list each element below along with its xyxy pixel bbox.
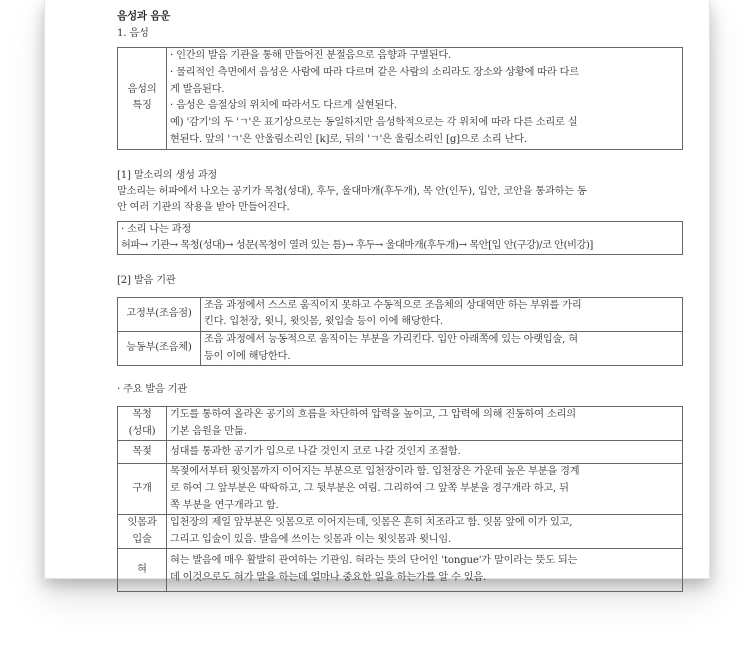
feature-line: · 물리적인 측면에서 음성은 사람에 따라 다르며 같은 사람의 소리라도 장소와 상황에 따라 다르	[170, 66, 579, 78]
main-organ-label-line: 구개	[132, 482, 152, 494]
subsection-heading: [2] 발음 기관	[117, 274, 176, 286]
organ-desc	[201, 331, 683, 365]
main-organ-label-line: 혀	[137, 563, 147, 575]
main-organ-label-line: 잇몸과	[127, 517, 157, 529]
document-title: 음성과 음운	[117, 10, 171, 22]
main-organ-label	[118, 464, 167, 515]
table-row	[118, 515, 683, 549]
feature-label-line: 특징	[132, 100, 152, 112]
section-heading: 1. 음성	[117, 28, 149, 39]
articulation-table	[117, 297, 683, 366]
main-organ-desc	[167, 441, 683, 464]
main-organ-desc-line: 쪽 부분을 연구개라고 함.	[170, 499, 279, 511]
feature-line: 예) '감기'의 두 'ㄱ'은 표기상으로는 동일하지만 음성학적으로는 각 위치에 따라 다른 소리로 실	[170, 117, 578, 129]
document-content	[117, 8, 683, 592]
process-table	[117, 221, 683, 255]
table-row	[118, 407, 683, 441]
feature-line: · 인간의 발음 기관을 통해 만들어진 분절음으로 음향과 구별된다.	[170, 50, 452, 61]
body-line: 말소리는 허파에서 나오는 공기가 목청(성대), 후두, 울대마개(후두개), 목 안(인두), 입안, 코안을 통과하는 동	[117, 185, 587, 197]
organ-desc-line: 조음 과정에서 능동적으로 움직이는 부분을 가리킨다. 입안 아래쪽에 있는 아랫입술, 혀	[204, 333, 578, 345]
table-row	[118, 297, 683, 331]
main-organ-desc	[167, 515, 683, 549]
process-heading: · 소리 나는 과정	[121, 223, 191, 235]
subsection-heading: · 주요 발음 기관	[117, 384, 187, 396]
main-organ-desc-line: 목젖에서부터 윗잇몸까지 이어지는 부분으로 입천장이라 함. 입천장은 가운데 높은 부분을 경계	[170, 466, 580, 478]
main-organ-desc-line: 그리고 입술이 있음. 발음에 쓰이는 잇몸과 이는 윗잇몸과 윗니임.	[170, 533, 452, 545]
process-line: 허파→ 기관→ 목청(성대)→ 성문(목청이 열려 있는 틈)→ 후두→ 울대마개(후두개)→ 목안[입 안(구강)/코 안(비강)]	[121, 239, 593, 251]
feature-line: 현된다. 앞의 'ㄱ'은 안울림소리인 [k]로, 뒤의 'ㄱ'은 울림소리인 [g]으로 소리 난다.	[170, 133, 527, 145]
process-cell	[118, 221, 683, 254]
subsection-heading: [1] 말소리의 생성 과정	[117, 169, 218, 181]
main-organ-desc-line: 성대를 통과한 공기가 입으로 나갈 것인지 코로 나갈 것인지 조절함.	[170, 446, 461, 458]
table-row	[118, 331, 683, 365]
feature-label-cell	[118, 48, 167, 150]
main-organ-label	[118, 441, 167, 464]
main-organ-desc-line: 혀는 발음에 매우 활발히 관여하는 기관임. 혀라는 뜻의 단어인 'tongue'가 말이라는 뜻도 되는	[170, 555, 578, 567]
organ-desc	[201, 297, 683, 331]
organ-desc-line: 조음 과정에서 스스로 움직이지 못하고 수동적으로 조음체의 상대역만 하는 부위를 가리	[204, 299, 582, 311]
main-organ-label	[118, 549, 167, 591]
main-organs-table	[117, 406, 683, 591]
feature-label-line: 음성의	[127, 83, 157, 95]
organ-label: 고정부(조음점)	[118, 297, 201, 331]
table-row	[118, 441, 683, 464]
main-organ-desc-line: 로 하여 그 앞부분은 딱딱하고, 그 뒷부분은 여림. 그리하여 그 앞쪽 부분을 경구개라 하고, 뒤	[170, 482, 569, 494]
organ-desc-line: 등이 이에 해당한다.	[204, 350, 291, 362]
feature-content-cell	[167, 48, 683, 150]
main-organ-desc	[167, 549, 683, 591]
main-organ-desc-line: 기도를 통하여 올라온 공기의 흐름을 차단하여 압력을 높이고, 그 압력에 의해 진동하여 소리의	[170, 409, 576, 421]
main-organ-desc-line: 기본 음원을 만듦.	[170, 425, 247, 437]
body-line: 안 여러 기관의 작용을 받아 만들어진다.	[117, 201, 290, 213]
main-organ-label-line: (성대)	[128, 425, 156, 437]
feature-line: · 음성은 음절상의 위치에 따라서도 다르게 실현된다.	[170, 100, 397, 112]
main-organ-label-line: 목젖	[132, 446, 152, 458]
main-organ-label-line: 입술	[132, 533, 152, 545]
phonetic-feature-table	[117, 47, 683, 150]
main-organ-label	[118, 515, 167, 549]
organ-desc-line: 킨다. 입천장, 윗니, 윗잇몸, 윗입술 등이 이에 해당한다.	[204, 316, 443, 328]
main-organ-desc	[167, 464, 683, 515]
organ-label: 능동부(조음체)	[118, 331, 201, 365]
table-row	[118, 464, 683, 515]
feature-line: 게 발음된다.	[170, 83, 225, 95]
main-organ-desc-line: 데 이것으로도 혀가 말을 하는데 얼마나 중요한 일을 하는가를 알 수 있음.	[170, 571, 487, 583]
document-page	[44, 0, 710, 583]
main-organ-label-line: 목청	[132, 409, 152, 421]
main-organ-desc-line: 입천장의 제일 앞부분은 잇몸으로 이어지는데, 잇몸은 흔히 치조라고 함. 잇몸 앞에 이가 있고,	[170, 517, 573, 529]
main-organ-desc	[167, 407, 683, 441]
table-row	[118, 549, 683, 591]
main-organ-label	[118, 407, 167, 441]
